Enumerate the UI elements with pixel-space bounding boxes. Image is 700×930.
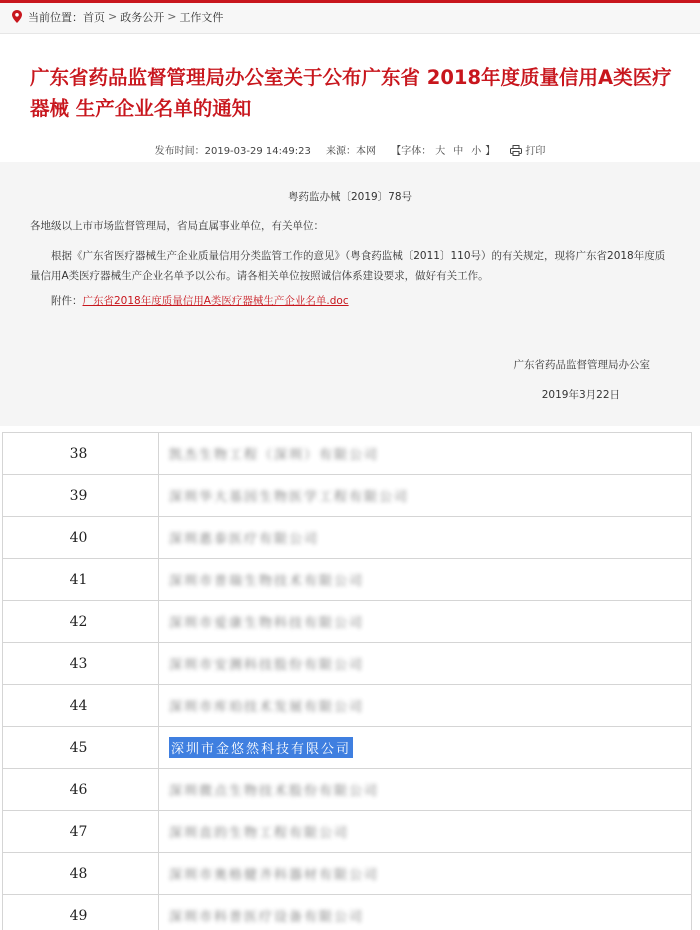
- breadcrumb: [0, 0, 700, 34]
- attachment: [51, 293, 349, 308]
- table-row: [2, 475, 692, 517]
- document-number: 粤药监办械〔2019〕78号: [287, 191, 413, 203]
- table-row: [2, 895, 692, 930]
- publish-time: 发布时间：2019-03-29 14:49:23: [154, 146, 311, 157]
- company-list-table: [2, 432, 692, 930]
- table-row: [2, 601, 692, 643]
- row-number: 38: [3, 433, 159, 474]
- row-number: 41: [3, 559, 159, 600]
- print-button[interactable]: [510, 146, 545, 157]
- company-name: 深圳市库珀技术发展有限公司: [169, 700, 365, 715]
- company-name: 深圳市奥格健齐科器材有限公司: [169, 868, 380, 883]
- table-row: [2, 853, 692, 895]
- breadcrumb-home[interactable]: 首页: [83, 10, 105, 24]
- font-size-large-button[interactable]: 大: [435, 146, 446, 157]
- document-paragraph: 根据《广东省医疗器械生产企业质量信用分类监管工作的意见》（粤食药监械〔2011〕110号）的有关规定，现将广东省2018年度质量信用A类医疗器械生产企业名单予以公布。请各相关单位按照诚信体系建设要求，做好有关工作。: [30, 250, 666, 282]
- company-name-cell: [159, 643, 691, 684]
- company-name-cell: [159, 853, 691, 894]
- selected-company-name: 深圳市金悠然科技有限公司: [169, 737, 353, 758]
- page-title: 广东省药品监督管理局办公室关于公布广东省 2018年度质量信用A类医疗器械 生产企业名单的通知: [30, 66, 672, 120]
- company-name-cell: [159, 685, 691, 726]
- font-size-medium-button[interactable]: 中: [453, 146, 464, 157]
- company-name: 凯杰生物工程（深圳）有限公司: [169, 448, 380, 463]
- company-name-cell: [159, 433, 691, 474]
- company-name-cell: [159, 727, 691, 768]
- company-name: 深圳惠泰医疗有限公司: [169, 532, 320, 547]
- location-pin-icon: [12, 10, 22, 23]
- breadcrumb-work-documents[interactable]: 工作文件: [179, 10, 224, 24]
- row-number: 47: [3, 811, 159, 852]
- company-name-cell: [159, 517, 691, 558]
- row-number: 49: [3, 895, 159, 930]
- company-name-cell: [159, 895, 691, 930]
- document-addressee: 各地级以上市市场监督管理局，省局直属事业单位，有关单位：: [30, 220, 324, 232]
- row-number: 44: [3, 685, 159, 726]
- printer-icon: [510, 145, 522, 156]
- print-label: 打印: [525, 146, 546, 157]
- top-accent-bar: [0, 0, 700, 3]
- table-row: [2, 811, 692, 853]
- breadcrumb-prefix: 当前位置：: [28, 10, 83, 24]
- table-row: [2, 769, 692, 811]
- attachment-download-link[interactable]: 广东省2018年度质量信用A类医疗器械生产企业名单.doc: [82, 295, 349, 307]
- row-number: 46: [3, 769, 159, 810]
- article-meta: [0, 142, 700, 157]
- company-name: 深圳市爱康生物科技有限公司: [169, 616, 365, 631]
- font-size-control: [391, 146, 495, 157]
- company-name: 深圳微点生物技术股份有限公司: [169, 784, 380, 799]
- font-size-small-button[interactable]: 小: [471, 146, 482, 157]
- font-size-close: 】: [485, 146, 496, 157]
- table-row: [2, 685, 692, 727]
- document-body: [0, 162, 700, 426]
- company-name-cell: [159, 559, 691, 600]
- row-number: 39: [3, 475, 159, 516]
- document-issuer: 广东省药品监督管理局办公室: [513, 359, 650, 371]
- table-row: [2, 559, 692, 601]
- company-name-cell: [159, 475, 691, 516]
- row-number: 48: [3, 853, 159, 894]
- company-name-cell: [159, 601, 691, 642]
- table-row: [2, 517, 692, 559]
- article-source: 来源：本网: [326, 146, 377, 157]
- table-row: [2, 433, 692, 475]
- breadcrumb-separator: >: [108, 10, 118, 23]
- breadcrumb-separator: >: [167, 10, 177, 23]
- company-name: 深圳市科普医疗设备有限公司: [169, 910, 365, 925]
- breadcrumb-gov-affairs[interactable]: 政务公开: [120, 10, 165, 24]
- row-number: 43: [3, 643, 159, 684]
- table-row: [2, 643, 692, 685]
- row-number: 45: [3, 727, 159, 768]
- table-row: [2, 727, 692, 769]
- company-name: 深圳市普瑞生物技术有限公司: [169, 574, 365, 589]
- row-number: 42: [3, 601, 159, 642]
- company-name: 深圳直的生物工程有限公司: [169, 826, 350, 841]
- document-date: 2019年3月22日: [541, 389, 620, 401]
- company-name-cell: [159, 769, 691, 810]
- attachment-label: 附件：: [51, 295, 83, 307]
- company-name: 深圳华大基因生物医学工程有限公司: [169, 490, 410, 505]
- company-name: 深圳市安测科技股份有限公司: [169, 658, 365, 673]
- company-name-cell: [159, 811, 691, 852]
- font-size-label: 【字体：: [391, 146, 432, 157]
- row-number: 40: [3, 517, 159, 558]
